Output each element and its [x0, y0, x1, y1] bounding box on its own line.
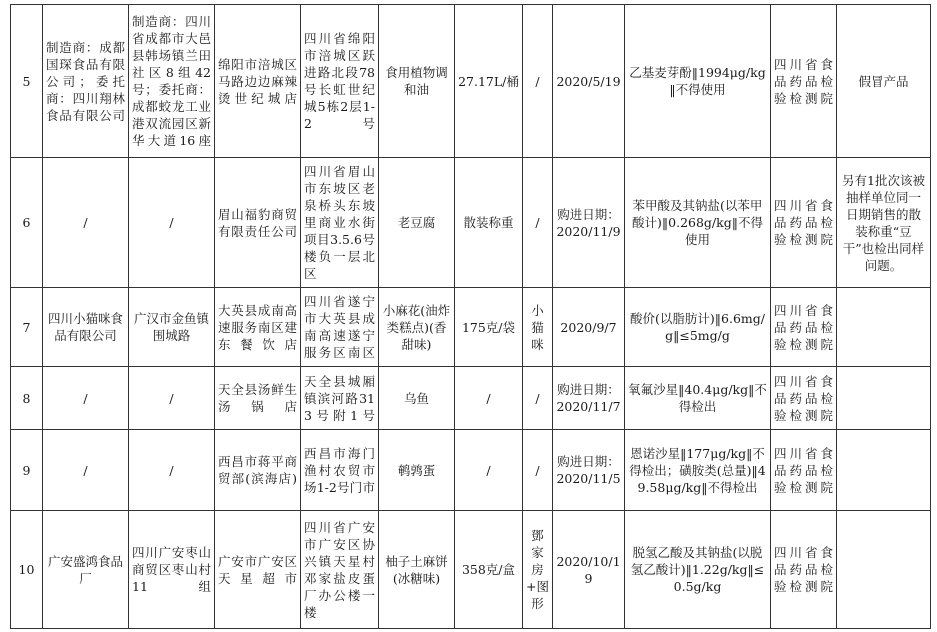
table-row	[11, 430, 931, 511]
producer-address: /	[129, 158, 215, 288]
food-name: 食用植物调和油	[379, 5, 455, 158]
specification: 散装称重	[455, 158, 523, 288]
table-row	[11, 511, 931, 629]
production-date: 2020/9/7	[553, 288, 625, 367]
specification: /	[455, 367, 523, 430]
sampled-unit: 天全县汤鲜生汤锅店	[215, 367, 301, 430]
food-name: 乌鱼	[379, 367, 455, 430]
remarks	[837, 367, 931, 430]
sampled-unit: 西昌市蒋平商贸部(滨海店)	[215, 430, 301, 511]
food-name: 小麻花(油炸类糕点)(香甜味)	[379, 288, 455, 367]
sampled-address: 四川省眉山市东坡区老泉桥头东坡里商业水街项目3.5.6号楼负一层北区	[301, 158, 379, 288]
table-row	[11, 288, 931, 367]
sampled-address: 四川省遂宁市大英县成南高速遂宁服务区南区	[301, 288, 379, 367]
row-number: 7	[11, 288, 43, 367]
remarks	[837, 288, 931, 367]
producer-name: 制造商：成都国琛食品有限公司；委托商：四川翔林食品有限公司	[43, 5, 129, 158]
production-date: 购进日期：2020/11/7	[553, 367, 625, 430]
food-name: 老豆腐	[379, 158, 455, 288]
sampled-address: 西昌市海门渔村农贸市场1-2号门市	[301, 430, 379, 511]
sampling-results-table	[10, 4, 931, 629]
producer-name: 四川小猫咪食品有限公司	[43, 288, 129, 367]
remarks	[837, 430, 931, 511]
specification: 358克/盒	[455, 511, 523, 629]
production-date: 2020/10/19	[553, 511, 625, 629]
sampled-unit: 大英县成南高速服务南区建东餐饮店	[215, 288, 301, 367]
table-row	[11, 5, 931, 158]
producer-address: 四川广安枣山商贸区枣山村11组	[129, 511, 215, 629]
production-date: 2020/5/19	[553, 5, 625, 158]
food-name: 鹌鹑蛋	[379, 430, 455, 511]
failed-item: 恩诺沙星‖177μg/kg‖不得检出；磺胺类(总量)‖49.58μg/kg‖不得检出	[625, 430, 771, 511]
food-name: 柚子土麻饼(冰糖味)	[379, 511, 455, 629]
testing-agency: 四川省食品药品检验检测院	[771, 158, 837, 288]
failed-item: 脱氢乙酸及其钠盐(以脱氢乙酸计)‖1.22g/kg‖≤0.5g/kg	[625, 511, 771, 629]
failed-item: 乙基麦芽酚‖1994μg/kg‖不得使用	[625, 5, 771, 158]
failed-item: 苯甲酸及其钠盐(以苯甲酸计)‖0.268g/kg‖不得使用	[625, 158, 771, 288]
sampled-unit: 眉山福豹商贸有限责任公司	[215, 158, 301, 288]
brand: /	[523, 158, 553, 288]
producer-address: 制造商：四川省成都市大邑县韩场镇兰田社区8组42号；委托商：成都蛟龙工业港双流园区新华大道16座	[129, 5, 215, 158]
sampled-address: 四川省绵阳市涪城区跃进路北段78号长虹世纪城5栋2层1-2号	[301, 5, 379, 158]
producer-name: 广安盛鸿食品厂	[43, 511, 129, 629]
row-number: 5	[11, 5, 43, 158]
row-number: 10	[11, 511, 43, 629]
remarks	[837, 511, 931, 629]
testing-agency: 四川省食品药品检验检测院	[771, 5, 837, 158]
specification: 27.17L/桶	[455, 5, 523, 158]
failed-item: 氧氟沙星‖40.4μg/kg‖不得检出	[625, 367, 771, 430]
testing-agency: 四川省食品药品检验检测院	[771, 288, 837, 367]
remarks: 假冒产品	[837, 5, 931, 158]
sampled-address: 四川省广安市广安区协兴镇天星村邓家盐皮蛋厂办公楼一楼	[301, 511, 379, 629]
testing-agency: 四川省食品药品检验检测院	[771, 511, 837, 629]
specification: 175克/袋	[455, 288, 523, 367]
brand: 鄧家房+图形	[523, 511, 553, 629]
table-row	[11, 158, 931, 288]
failed-item: 酸价(以脂肪计)‖6.6mg/g‖≤5mg/g	[625, 288, 771, 367]
sampled-address: 天全县城厢镇滨河路313号附1号	[301, 367, 379, 430]
row-number: 6	[11, 158, 43, 288]
producer-name: /	[43, 367, 129, 430]
producer-address: /	[129, 367, 215, 430]
brand: 小猫咪	[523, 288, 553, 367]
sampled-unit: 绵阳市涪城区马路边边麻辣烫世纪城店	[215, 5, 301, 158]
brand: /	[523, 430, 553, 511]
brand: /	[523, 367, 553, 430]
testing-agency: 四川省食品药品检验检测院	[771, 430, 837, 511]
specification: /	[455, 430, 523, 511]
remarks: 另有1批次该被抽样单位同一日期销售的散装称重“豆干”也检出同样问题。	[837, 158, 931, 288]
table-row	[11, 367, 931, 430]
producer-name: /	[43, 158, 129, 288]
producer-name: /	[43, 430, 129, 511]
row-number: 9	[11, 430, 43, 511]
brand: /	[523, 5, 553, 158]
row-number: 8	[11, 367, 43, 430]
sampled-unit: 广安市广安区天星超市	[215, 511, 301, 629]
testing-agency: 四川省食品药品检验检测院	[771, 367, 837, 430]
production-date: 购进日期：2020/11/9	[553, 158, 625, 288]
producer-address: /	[129, 430, 215, 511]
production-date: 购进日期：2020/11/5	[553, 430, 625, 511]
producer-address: 广汉市金鱼镇围城路	[129, 288, 215, 367]
